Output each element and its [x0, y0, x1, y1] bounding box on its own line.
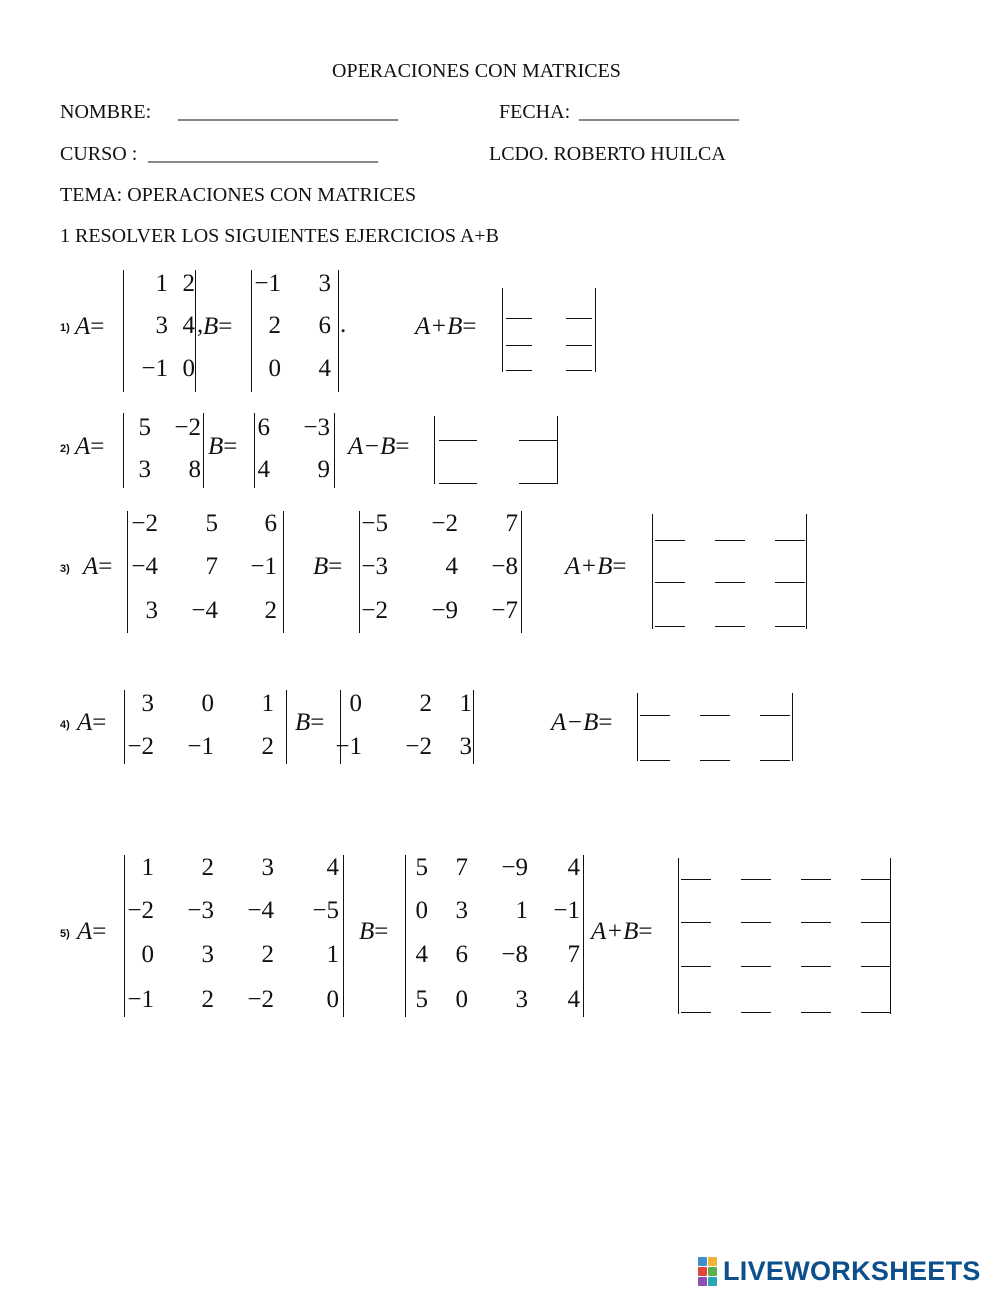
exercise-2-result-matrix-left-bar	[434, 416, 435, 484]
exercise-3-answer-blank[interactable]	[775, 582, 805, 583]
exercise-5-matrix-a-cell: −4	[247, 897, 274, 924]
exercise-4-answer-blank[interactable]	[640, 760, 670, 761]
curso-field[interactable]: _______________________	[148, 143, 378, 165]
exercise-2-matrix-b-name-letter: B	[208, 433, 224, 460]
exercise-5-answer-blank[interactable]	[741, 966, 771, 967]
exercise-4-answer-blank[interactable]	[700, 715, 730, 716]
exercise-3-result-matrix-left-bar	[652, 514, 653, 629]
exercise-3-number: 3)	[60, 563, 70, 575]
exercise-5-matrix-b-cell: 4	[415, 941, 428, 968]
exercise-5-answer-blank[interactable]	[801, 966, 831, 967]
exercise-2-matrix-a-name-letter: A	[75, 433, 91, 460]
exercise-5-matrix-a-cell: 3	[261, 854, 274, 881]
exercise-2-matrix-a-cell: −2	[174, 414, 201, 441]
exercise-3-matrix-a-cell: 3	[145, 597, 158, 624]
equals-sign: =	[90, 433, 105, 460]
exercise-1-answer-blank[interactable]	[566, 345, 592, 346]
exercise-5-matrix-a-cell: 2	[261, 941, 274, 968]
exercise-4-result-name-letter: A−B	[551, 709, 599, 736]
exercise-2-matrix-b-cell: 9	[317, 456, 330, 483]
exercise-1-matrix-a-right-bar	[195, 270, 196, 392]
exercise-3-matrix-a-right-bar	[283, 511, 284, 633]
exercise-5-matrix-b-cell: −9	[501, 854, 528, 881]
exercise-1-result-name-letter: A+B	[415, 313, 463, 340]
exercise-3-answer-blank[interactable]	[715, 540, 745, 541]
exercise-2-matrix-b-right-bar	[334, 413, 335, 488]
exercise-1-answer-blank[interactable]	[566, 370, 592, 371]
exercise-5-matrix-a-cell: −2	[127, 897, 154, 924]
exercise-4-answer-blank[interactable]	[760, 715, 790, 716]
equals-sign: =	[98, 553, 113, 580]
equals-sign: =	[328, 553, 343, 580]
exercise-5-matrix-b-cell: 5	[415, 854, 428, 881]
exercise-5-matrix-b-cell: 1	[515, 897, 528, 924]
logo-square	[708, 1267, 717, 1276]
exercise-5-matrix-a-cell: 2	[201, 986, 214, 1013]
exercise-4-matrix-a-cell: −2	[127, 733, 154, 760]
exercise-5-matrix-b-cell: −8	[501, 941, 528, 968]
nombre-field[interactable]: ______________________	[178, 101, 398, 123]
exercise-2-matrix-a-right-bar	[203, 413, 204, 488]
exercise-5-answer-blank[interactable]	[681, 922, 711, 923]
exercise-3-matrix-b-cell: −7	[491, 597, 518, 624]
logo-square	[708, 1257, 717, 1266]
exercise-2-matrix-a-cell: 5	[138, 414, 151, 441]
exercise-5-matrix-a-cell: 4	[326, 854, 339, 881]
exercise-2-matrix-a-cell: 3	[138, 456, 151, 483]
exercise-3-matrix-a-cell: 6	[264, 510, 277, 537]
exercise-5-matrix-a-cell: 0	[141, 941, 154, 968]
exercise-5-matrix-b-cell: 7	[567, 941, 580, 968]
equals-sign: =	[374, 918, 389, 945]
exercise-5-answer-blank[interactable]	[801, 1012, 831, 1013]
exercise-4-number: 4)	[60, 719, 70, 731]
exercise-5-matrix-a-cell: −2	[247, 986, 274, 1013]
exercise-3-matrix-a-name-letter: A	[83, 553, 99, 580]
exercise-3-matrix-b-cell: −2	[431, 510, 458, 537]
exercise-3-matrix-b-cell: 7	[505, 510, 518, 537]
exercise-1-answer-blank[interactable]	[506, 345, 532, 346]
exercise-3-matrix-b-cell: 4	[445, 553, 458, 580]
exercise-1-matrix-a-cell: 3	[155, 312, 168, 339]
exercise-5-answer-blank[interactable]	[801, 879, 831, 880]
exercise-1-answer-blank[interactable]	[506, 318, 532, 319]
exercise-5-answer-blank[interactable]	[741, 922, 771, 923]
exercise-3-answer-blank[interactable]	[775, 540, 805, 541]
exercise-5-matrix-a-cell: −5	[312, 897, 339, 924]
exercise-1-period: .	[340, 311, 347, 338]
exercise-2-answer-blank[interactable]	[439, 440, 477, 441]
exercise-5-matrix-a-cell: 1	[141, 854, 154, 881]
exercise-1-matrix-a-cell: 4	[182, 312, 195, 339]
exercise-4-matrix-a-cell: 0	[201, 690, 214, 717]
exercise-3-matrix-b-cell: −3	[361, 553, 388, 580]
equals-sign: =	[598, 709, 613, 736]
exercise-1-matrix-b-cell: −1	[254, 270, 281, 297]
exercise-5-matrix-b-cell: 3	[515, 986, 528, 1013]
exercise-3-answer-blank[interactable]	[655, 582, 685, 583]
exercise-5-answer-blank[interactable]	[861, 966, 891, 967]
exercise-1-number: 1)	[60, 322, 70, 334]
exercise-1-result-matrix-right-bar	[595, 288, 596, 372]
exercise-2-answer-blank[interactable]	[439, 483, 477, 484]
exercise-3-answer-blank[interactable]	[655, 540, 685, 541]
exercise-5-matrix-b-cell: 4	[567, 986, 580, 1013]
exercise-5-answer-blank[interactable]	[861, 1012, 891, 1013]
exercise-2-matrix-a-cell: 8	[188, 456, 201, 483]
exercise-3-matrix-a-cell: −1	[250, 553, 277, 580]
exercise-4-matrix-a-right-bar	[286, 690, 287, 764]
exercise-4-matrix-b-cell: 0	[349, 690, 362, 717]
exercise-2-answer-blank[interactable]	[519, 440, 557, 441]
exercise-1-matrix-a-cell: −1	[141, 355, 168, 382]
exercise-3-result-name	[565, 553, 627, 581]
exercise-4-matrix-b-cell: −1	[335, 733, 362, 760]
exercise-5-answer-blank[interactable]	[681, 966, 711, 967]
exercise-1-matrix-a-name	[75, 313, 104, 341]
exercise-3-matrix-b-right-bar	[521, 511, 522, 633]
exercise-5-matrix-b-cell: 7	[455, 854, 468, 881]
exercise-1-matrix-b-name-letter: B	[203, 313, 219, 340]
exercise-1-matrix-b-right-bar	[338, 270, 339, 392]
exercise-3-result-name-letter: A+B	[565, 553, 613, 580]
exercise-3-matrix-a-cell: 7	[205, 553, 218, 580]
exercise-1-result-matrix-left-bar	[502, 288, 503, 372]
exercise-3-answer-blank[interactable]	[715, 582, 745, 583]
logo-square	[698, 1277, 707, 1286]
equals-sign: =	[462, 313, 477, 340]
exercise-2-result-name-letter: A−B	[348, 433, 396, 460]
exercise-1-matrix-b-cell: 3	[318, 270, 331, 297]
exercise-5-matrix-b-cell: 0	[455, 986, 468, 1013]
exercise-3-matrix-b-cell: −2	[361, 597, 388, 624]
exercise-5-matrix-b-name-letter: B	[359, 918, 375, 945]
teacher-name: LCDO. ROBERTO HUILCA	[489, 143, 726, 165]
exercise-5-result-name	[591, 918, 653, 946]
exercise-4-matrix-a-name-letter: A	[77, 709, 93, 736]
exercise-5-matrix-a-name-letter: A	[77, 918, 93, 945]
exercise-1-matrix-a-name-letter: A	[75, 313, 91, 340]
equals-sign: =	[218, 313, 233, 340]
worksheet-title: OPERACIONES CON MATRICES	[332, 60, 621, 82]
exercise-3-matrix-a-cell: −4	[131, 553, 158, 580]
exercise-1-matrix-b-cell: 0	[268, 355, 281, 382]
exercise-1-matrix-a-cell: 0	[182, 355, 195, 382]
exercise-2-result-matrix-right-bar	[557, 416, 558, 484]
exercise-1-matrix-a-cell: 1	[155, 270, 168, 297]
exercise-5-matrix-b-cell: 3	[455, 897, 468, 924]
exercise-5-number: 5)	[60, 928, 70, 940]
exercise-4-answer-blank[interactable]	[760, 760, 790, 761]
equals-sign: =	[223, 433, 238, 460]
exercise-4-result-name	[551, 709, 613, 737]
exercise-1-answer-blank[interactable]	[506, 370, 532, 371]
exercise-3-result-matrix-right-bar	[806, 514, 807, 629]
exercise-5-answer-blank[interactable]	[801, 922, 831, 923]
exercise-4-matrix-b-right-bar	[473, 690, 474, 764]
exercise-3-matrix-a-cell: −2	[131, 510, 158, 537]
exercise-5-matrix-a-cell: −1	[127, 986, 154, 1013]
curso-label: CURSO :	[60, 143, 138, 165]
exercise-3-matrix-b-cell: −9	[431, 597, 458, 624]
exercise-2-result-name	[348, 433, 410, 461]
exercise-4-matrix-a-cell: 3	[141, 690, 154, 717]
exercise-3-matrix-a-cell: 2	[264, 597, 277, 624]
exercise-1-answer-blank[interactable]	[566, 318, 592, 319]
exercise-5-matrix-b-cell: 6	[455, 941, 468, 968]
exercise-3-matrix-b-cell: −8	[491, 553, 518, 580]
exercise-1-matrix-b-cell: 4	[318, 355, 331, 382]
exercise-5-matrix-a-right-bar	[343, 855, 344, 1017]
exercise-4-answer-blank[interactable]	[700, 760, 730, 761]
exercise-1-matrix-b-cell: 2	[268, 312, 281, 339]
exercise-3-matrix-b-name-letter: B	[313, 553, 329, 580]
equals-sign: =	[638, 918, 653, 945]
exercise-4-matrix-a-cell: −1	[187, 733, 214, 760]
tema-line: TEMA: OPERACIONES CON MATRICES	[60, 184, 417, 206]
exercise-4-matrix-b-cell: 2	[419, 690, 432, 717]
exercise-3-answer-blank[interactable]	[655, 626, 685, 627]
exercise-2-answer-blank[interactable]	[519, 483, 557, 484]
exercise-5-answer-blank[interactable]	[861, 922, 891, 923]
fecha-label: FECHA:	[499, 101, 571, 123]
exercise-4-matrix-b-name-letter: B	[295, 709, 311, 736]
exercise-2-matrix-b-cell: 4	[257, 456, 270, 483]
exercise-5-answer-blank[interactable]	[741, 879, 771, 880]
exercise-4-result-matrix-left-bar	[637, 693, 638, 761]
exercise-4-matrix-a-cell: 2	[261, 733, 274, 760]
liveworksheets-logo	[698, 1256, 981, 1286]
exercise-5-matrix-b-cell: −1	[553, 897, 580, 924]
equals-sign: =	[612, 553, 627, 580]
exercise-4-matrix-b-cell: 1	[459, 690, 472, 717]
exercise-3-answer-blank[interactable]	[715, 626, 745, 627]
exercise-4-matrix-b-cell: −2	[405, 733, 432, 760]
exercise-1-matrix-b-cell: 6	[318, 312, 331, 339]
exercise-5-matrix-b-right-bar	[583, 855, 584, 1017]
exercise-3-matrix-a-cell: −4	[191, 597, 218, 624]
liveworksheets-logo-icon	[698, 1257, 717, 1286]
nombre-label: NOMBRE:	[60, 101, 152, 123]
exercise-5-matrix-a-cell: 2	[201, 854, 214, 881]
exercise-5-matrix-a-cell: −3	[187, 897, 214, 924]
exercise-3-matrix-a-cell: 5	[205, 510, 218, 537]
exercise-2-matrix-b-cell: −3	[303, 414, 330, 441]
exercise-1-matrix-a-cell: 2	[182, 270, 195, 297]
exercise-1-result-name	[415, 313, 477, 341]
fecha-field[interactable]: ________________	[579, 101, 739, 123]
exercise-5-matrix-b-cell: 0	[415, 897, 428, 924]
exercise-5-matrix-a-cell: 3	[201, 941, 214, 968]
exercise-4-answer-blank[interactable]	[640, 715, 670, 716]
exercise-1-comma: ,	[197, 311, 204, 338]
exercise-4-matrix-b-cell: 3	[459, 733, 472, 760]
exercise-5-matrix-a-cell: 1	[326, 941, 339, 968]
exercise-5-result-matrix-left-bar	[678, 858, 679, 1014]
equals-sign: =	[92, 918, 107, 945]
exercise-3-matrix-b-cell: −5	[361, 510, 388, 537]
exercise-5-matrix-a-cell: 0	[326, 986, 339, 1013]
logo-square	[698, 1267, 707, 1276]
exercise-5-answer-blank[interactable]	[681, 879, 711, 880]
exercise-4-matrix-a-cell: 1	[261, 690, 274, 717]
instruction-line: 1 RESOLVER LOS SIGUIENTES EJERCICIOS A+B	[60, 225, 499, 247]
exercise-5-result-matrix-right-bar	[890, 858, 891, 1014]
exercise-5-matrix-b-cell: 5	[415, 986, 428, 1013]
exercise-5-matrix-b-cell: 4	[567, 854, 580, 881]
exercise-5-answer-blank[interactable]	[861, 879, 891, 880]
exercise-3-answer-blank[interactable]	[775, 626, 805, 627]
exercise-5-answer-blank[interactable]	[681, 1012, 711, 1013]
exercise-5-result-name-letter: A+B	[591, 918, 639, 945]
logo-square	[708, 1277, 717, 1286]
exercise-5-answer-blank[interactable]	[741, 1012, 771, 1013]
exercise-2-number: 2)	[60, 443, 70, 455]
equals-sign: =	[90, 313, 105, 340]
logo-square	[698, 1257, 707, 1266]
logo-text: LIVEWORKSHEETS	[723, 1255, 981, 1286]
equals-sign: =	[92, 709, 107, 736]
equals-sign: =	[310, 709, 325, 736]
exercise-4-result-matrix-right-bar	[792, 693, 793, 761]
equals-sign: =	[395, 433, 410, 460]
exercise-2-matrix-b-cell: 6	[257, 414, 270, 441]
